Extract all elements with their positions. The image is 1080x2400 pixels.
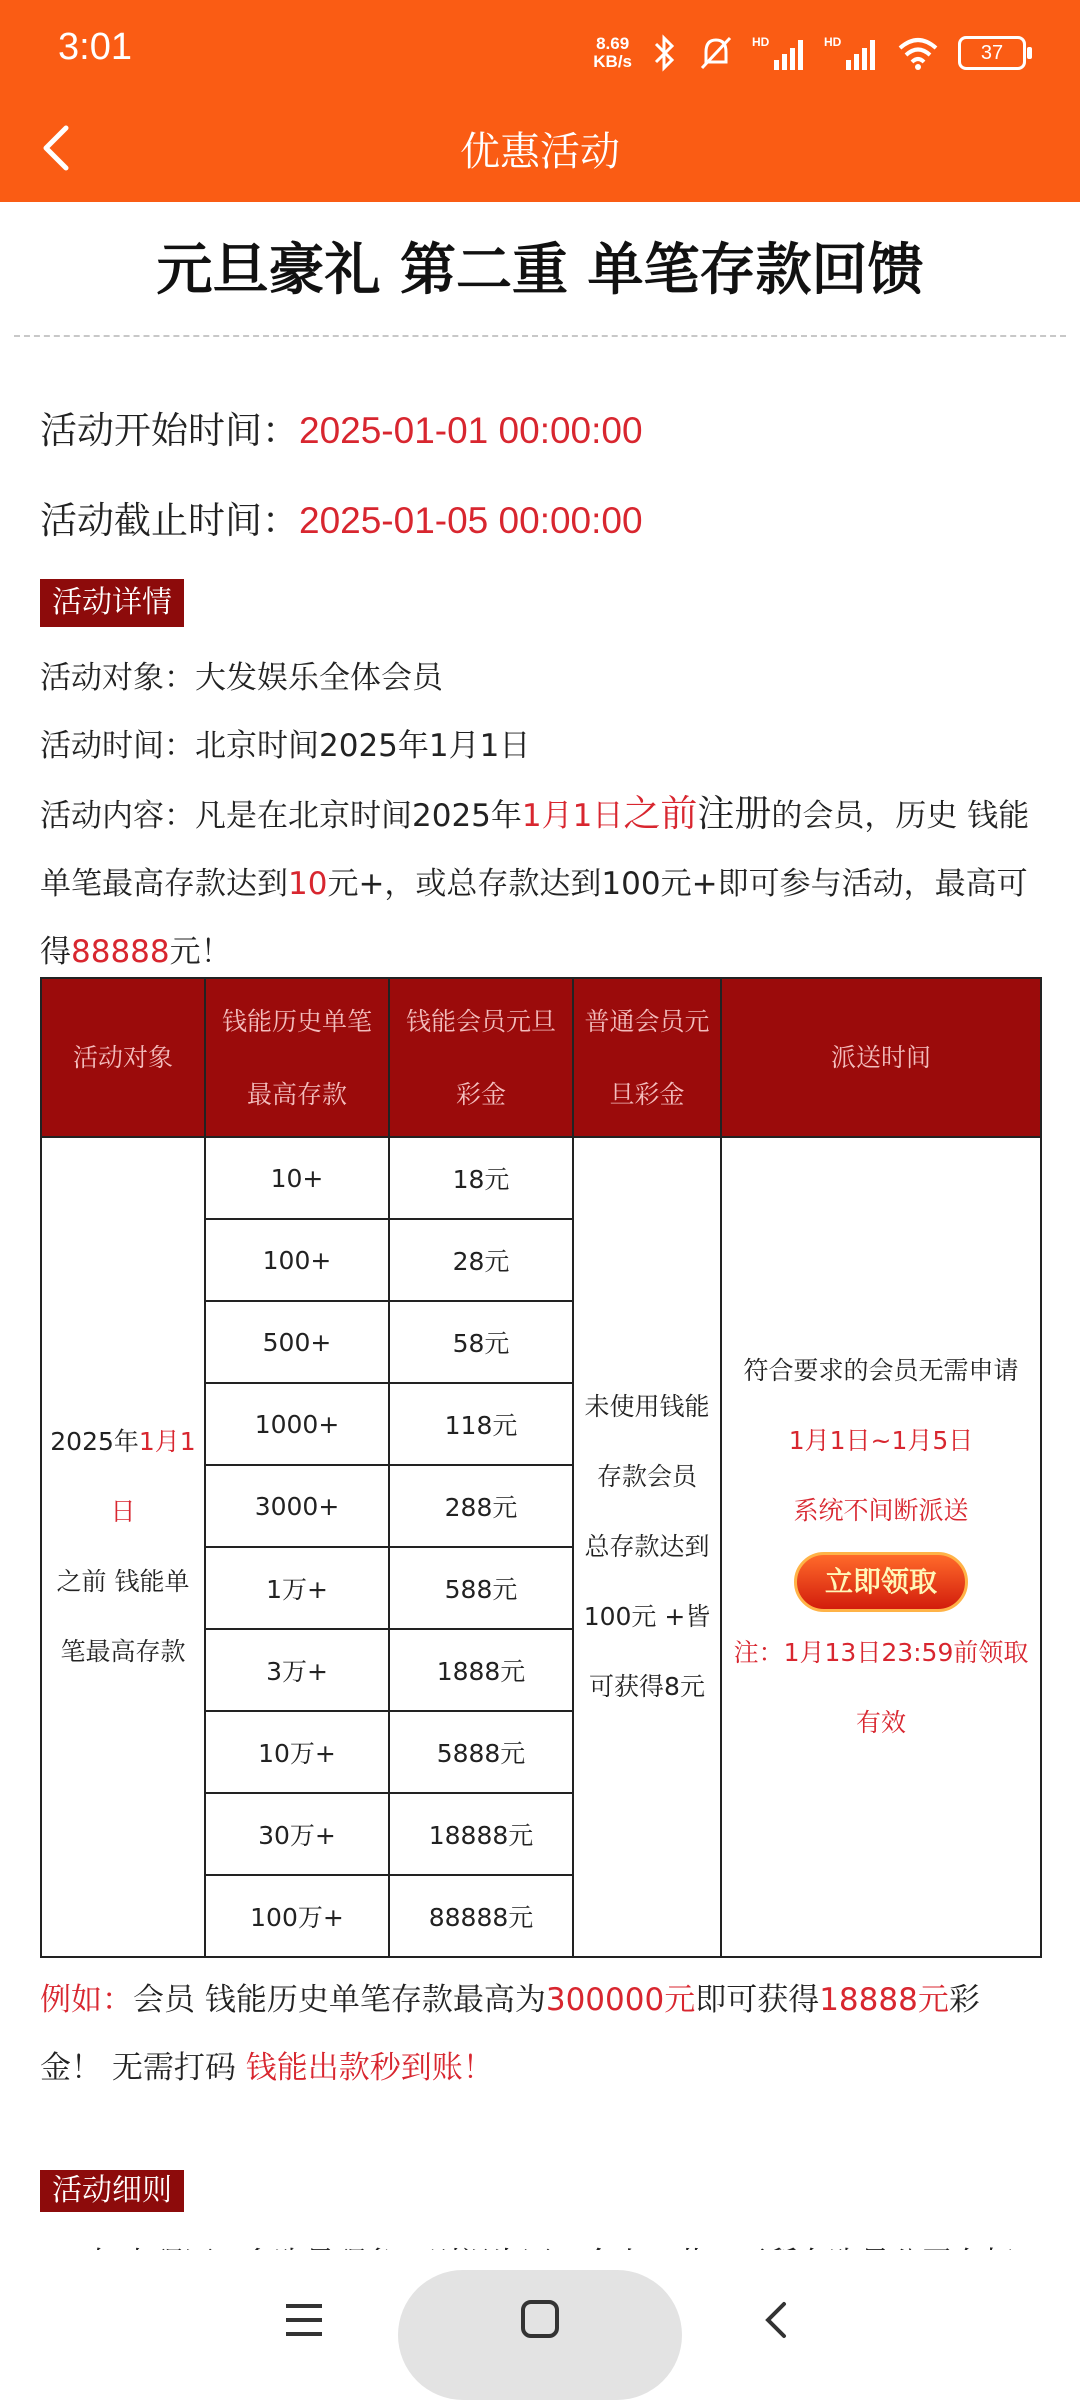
home-icon[interactable] <box>519 2298 561 2342</box>
signal-hd-icon-2 <box>824 34 878 72</box>
status-icons <box>593 28 1026 78</box>
header-target: 活动对象 <box>41 978 205 1137</box>
bonus-cell: 588元 <box>389 1547 573 1629</box>
wifi-icon <box>896 34 940 72</box>
status-time: 3:01 <box>58 26 132 68</box>
bonus-cell: 288元 <box>389 1465 573 1547</box>
deposit-cell: 1万+ <box>205 1547 389 1629</box>
content-paragraph: 活动内容：凡是在北京时间2025年1月1日之前注册的会员，历史 钱能单笔最高存款达到10元+，或总存款达到100元+即可参与活动，最高可得88888元！ <box>40 792 1030 970</box>
normal-member-cell: 未使用钱能存款会员 总存款达到 100元 +皆可获得8元 <box>573 1137 721 1957</box>
header-bar <box>0 0 1080 202</box>
deposit-cell: 500+ <box>205 1301 389 1383</box>
deposit-cell: 30万+ <box>205 1793 389 1875</box>
divider <box>14 335 1066 337</box>
bonus-cell: 28元 <box>389 1219 573 1301</box>
start-time-row: 活动开始时间：2025-01-01 00:00:00 <box>40 409 643 452</box>
deposit-cell: 100+ <box>205 1219 389 1301</box>
header-delivery: 派送时间 <box>721 978 1041 1137</box>
menu-icon[interactable] <box>282 2300 326 2340</box>
deposit-cell: 3万+ <box>205 1629 389 1711</box>
delivery-cell: 符合要求的会员无需申请 1月1日~1月5日 系统不间断派送 立即领取 注：1月13日23:59前领取有效 <box>721 1137 1041 1957</box>
bonus-cell: 1888元 <box>389 1629 573 1711</box>
bonus-table <box>40 977 1042 1958</box>
mute-bell-icon <box>698 34 734 72</box>
bonus-cell: 5888元 <box>389 1711 573 1793</box>
network-speed: 8.69 KB/s <box>593 34 632 71</box>
header-vip-bonus: 钱能会员元旦彩金 <box>389 978 573 1137</box>
header-normal-bonus: 普通会员元旦彩金 <box>573 978 721 1137</box>
time-line: 活动时间：北京时间2025年1月1日 <box>40 728 531 764</box>
example-paragraph: 例如：会员 钱能历史单笔存款最高为300000元即可获得18888元彩金！ 无需打码 钱能出款秒到账！ <box>40 1982 980 2086</box>
deposit-cell: 100万+ <box>205 1875 389 1957</box>
svg-text:HD: HD <box>824 35 842 49</box>
table-row <box>41 1137 1041 1219</box>
deposit-cell: 3000+ <box>205 1465 389 1547</box>
target-line: 活动对象：大发娱乐全体会员 <box>40 660 443 696</box>
bluetooth-icon <box>650 34 680 72</box>
claim-now-button[interactable]: 立即领取 <box>794 1552 968 1612</box>
bonus-cell: 118元 <box>389 1383 573 1465</box>
bonus-cell: 88888元 <box>389 1875 573 1957</box>
header-deposit: 钱能历史单笔最高存款 <box>205 978 389 1137</box>
end-time-row: 活动截止时间：2025-01-05 00:00:00 <box>40 499 643 542</box>
deposit-cell: 10万+ <box>205 1711 389 1793</box>
page-header-title: 优惠活动 <box>460 129 620 175</box>
bonus-cell: 18888元 <box>389 1793 573 1875</box>
promo-title: 元旦豪礼 第二重 单笔存款回馈 <box>156 238 924 303</box>
back-nav-icon[interactable] <box>756 2298 796 2342</box>
target-cell: 2025年1月1日 之前 钱能单笔最高存款 <box>41 1137 205 1957</box>
bonus-cell: 58元 <box>389 1301 573 1383</box>
signal-hd-icon-1 <box>752 34 806 72</box>
battery-indicator: 37 <box>958 36 1026 70</box>
rules-tag: 活动细则 <box>40 2170 184 2212</box>
deposit-cell: 1000+ <box>205 1383 389 1465</box>
details-tag: 活动详情 <box>40 579 184 627</box>
system-nav-bar <box>0 2250 1080 2400</box>
bonus-cell: 18元 <box>389 1137 573 1219</box>
deposit-cell: 10+ <box>205 1137 389 1219</box>
svg-text:HD: HD <box>752 35 770 49</box>
